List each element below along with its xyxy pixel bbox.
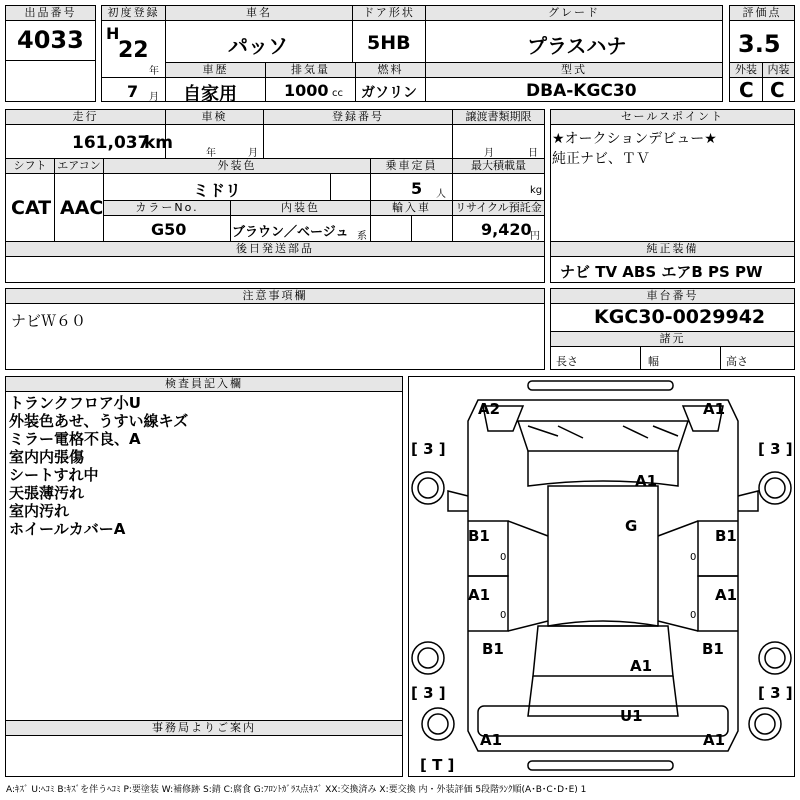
tyre-front-right: [ 3 ] — [758, 440, 793, 458]
lot-number: 4033 — [17, 26, 84, 54]
damage-left-rear-door-sub: 0 — [500, 610, 507, 621]
damage-right-rear-door: A1 — [715, 586, 738, 604]
shift-value: CAT — [11, 197, 52, 219]
car-name: パッソ — [228, 34, 288, 58]
first-reg-month-unit: 月 — [149, 92, 159, 103]
transfer-day-unit: 日 — [528, 148, 538, 159]
ext-color-value: ミドリ — [193, 181, 242, 200]
damage-front-left: A2 — [478, 400, 501, 418]
inspector-header: 検査員記入欄 — [6, 377, 402, 391]
int-color-suffix: 系 — [357, 231, 367, 242]
recycle-unit: 円 — [530, 231, 540, 242]
tyre-rear-right: [ 3 ] — [758, 684, 793, 702]
inspector-line: シートすれ中 — [9, 466, 99, 484]
damage-bonnet: A1 — [635, 472, 658, 490]
inspector-line: 天張薄汚れ — [9, 484, 85, 502]
int-rating-header: 内装 — [763, 63, 794, 77]
aircon-value: AAC — [60, 197, 104, 219]
spec-width: 幅 — [648, 355, 659, 368]
damage-rear-left: A1 — [480, 731, 503, 749]
first-reg-era: H — [106, 24, 120, 43]
damage-left-rear-door: A1 — [468, 586, 491, 604]
damage-roof: G — [625, 517, 638, 535]
int-color-header: 内装色 — [231, 201, 370, 215]
displacement-header: 排気量 — [266, 63, 355, 77]
mileage-unit: km — [144, 133, 174, 153]
capacity-value: 5 — [411, 179, 423, 198]
damage-left-front-door: B1 — [468, 527, 490, 545]
ext-rating: C — [739, 78, 754, 102]
grade-header: グレード — [426, 6, 722, 20]
first-reg-year: 22 — [118, 38, 149, 63]
damage-rear: U1 — [620, 707, 643, 725]
office-header: 事務局よりご案内 — [6, 721, 402, 735]
genuine-value: ナビ TV ABS エアB PS PW — [560, 263, 763, 281]
displacement-value: 1000 — [284, 81, 329, 100]
model-header: 型式 — [426, 63, 722, 77]
displacement-unit: cc — [332, 88, 343, 99]
inspector-line: 室内汚れ — [9, 502, 70, 520]
damage-right-quarter: B1 — [702, 640, 724, 658]
color-no-value: G50 — [151, 220, 187, 239]
caution-value: ナビＷ６０ — [11, 312, 87, 330]
damage-right-front-door-sub: 0 — [690, 552, 697, 563]
car-name-header: 車名 — [166, 6, 352, 20]
color-no-header: カラーNo. — [104, 201, 230, 215]
max-load-header: 最大積載量 — [453, 159, 544, 173]
transfer-header: 譲渡書類期限 — [453, 110, 544, 124]
int-rating: C — [770, 78, 785, 102]
damage-trunk: A1 — [630, 657, 653, 675]
inspector-line: 室内内張傷 — [9, 448, 85, 466]
spare-tyre: [ T ] — [420, 756, 455, 774]
damage-left-front-door-sub: 0 — [500, 552, 507, 563]
inspection-year-unit: 年 — [206, 148, 216, 159]
ext-color-header: 外装色 — [104, 159, 370, 173]
capacity-unit: 人 — [436, 189, 446, 200]
tyre-front-left: [ 3 ] — [411, 440, 446, 458]
sales-line-2: 純正ナビ、ＴＶ — [552, 151, 650, 167]
car-diagram — [408, 376, 795, 777]
caution-header: 注意事項欄 — [6, 289, 544, 303]
chassis-header: 車台番号 — [551, 289, 794, 303]
inspector-line: ミラー電格不良、A — [9, 430, 141, 448]
door-type: 5HB — [367, 32, 411, 54]
fuel-header: 燃料 — [356, 63, 425, 77]
spec-height: 高さ — [726, 355, 748, 368]
history-value: 自家用 — [183, 84, 237, 105]
inspector-line: 外装色あせ、うすい線キズ — [9, 412, 189, 430]
mileage-header: 走行 — [6, 110, 165, 124]
damage-right-rear-door-sub: 0 — [690, 610, 697, 621]
chassis-number: KGC30-0029942 — [594, 306, 766, 328]
model-value: DBA-KGC30 — [526, 81, 637, 101]
capacity-header: 乗車定員 — [371, 159, 452, 173]
spec-header: 諸元 — [551, 332, 794, 346]
lot-header: 出品番号 — [6, 6, 95, 20]
later-parts-header: 後日発送部品 — [6, 242, 544, 256]
genuine-header: 純正装備 — [551, 242, 794, 256]
fuel-value: ガソリン — [361, 85, 417, 101]
first-reg-month: 7 — [127, 82, 139, 101]
damage-left-quarter: B1 — [482, 640, 504, 658]
inspector-line: ホイールカバーA — [9, 520, 126, 538]
legend: A:ｷｽﾞ U:ﾍｺﾐ B:ｷｽﾞを伴うﾍｺﾐ P:要塗装 W:補修跡 S:錆 C:腐食 G:ﾌﾛﾝﾄｶﾞﾗｽ点ｷｽﾞ XX:交換済み X:要交換 内・外装評価 5段階ﾗﾝｸ順(A･B･C･D･E) 1 — [6, 785, 587, 795]
aircon-header: エアコン — [55, 159, 103, 173]
sales-header: セールスポイント — [551, 110, 794, 124]
inspection-header: 車検 — [166, 110, 263, 124]
spec-length: 長さ — [556, 355, 578, 368]
int-color-value: ブラウン／ベージュ — [232, 225, 349, 240]
ext-rating-header: 外装 — [730, 63, 762, 77]
sales-line-1: ★オークションデビュー★ — [552, 131, 717, 147]
damage-right-front-door: B1 — [715, 527, 737, 545]
door-header: ドア形状 — [353, 6, 425, 20]
first-reg-year-unit: 年 — [149, 66, 159, 77]
import-header: 輸入車 — [371, 201, 452, 215]
max-load-unit: kg — [530, 185, 543, 196]
recycle-header: リサイクル預託金 — [453, 201, 544, 215]
inspection-month-unit: 月 — [248, 148, 258, 159]
registration-header: 登録番号 — [264, 110, 452, 124]
grade-value: プラスハナ — [527, 34, 627, 58]
rating-score: 3.5 — [738, 30, 781, 58]
rating-header: 評価点 — [730, 6, 794, 20]
history-header: 車歴 — [166, 63, 265, 77]
mileage-value: 161,037 — [72, 133, 150, 153]
first-reg-header: 初度登録 — [102, 6, 165, 20]
transfer-month-unit: 月 — [484, 148, 494, 159]
inspector-line: トランクフロア小U — [9, 394, 141, 412]
recycle-value: 9,420 — [481, 220, 532, 239]
damage-rear-right: A1 — [703, 731, 726, 749]
shift-header: シフト — [6, 159, 54, 173]
tyre-rear-left: [ 3 ] — [411, 684, 446, 702]
damage-front-right: A1 — [703, 400, 726, 418]
